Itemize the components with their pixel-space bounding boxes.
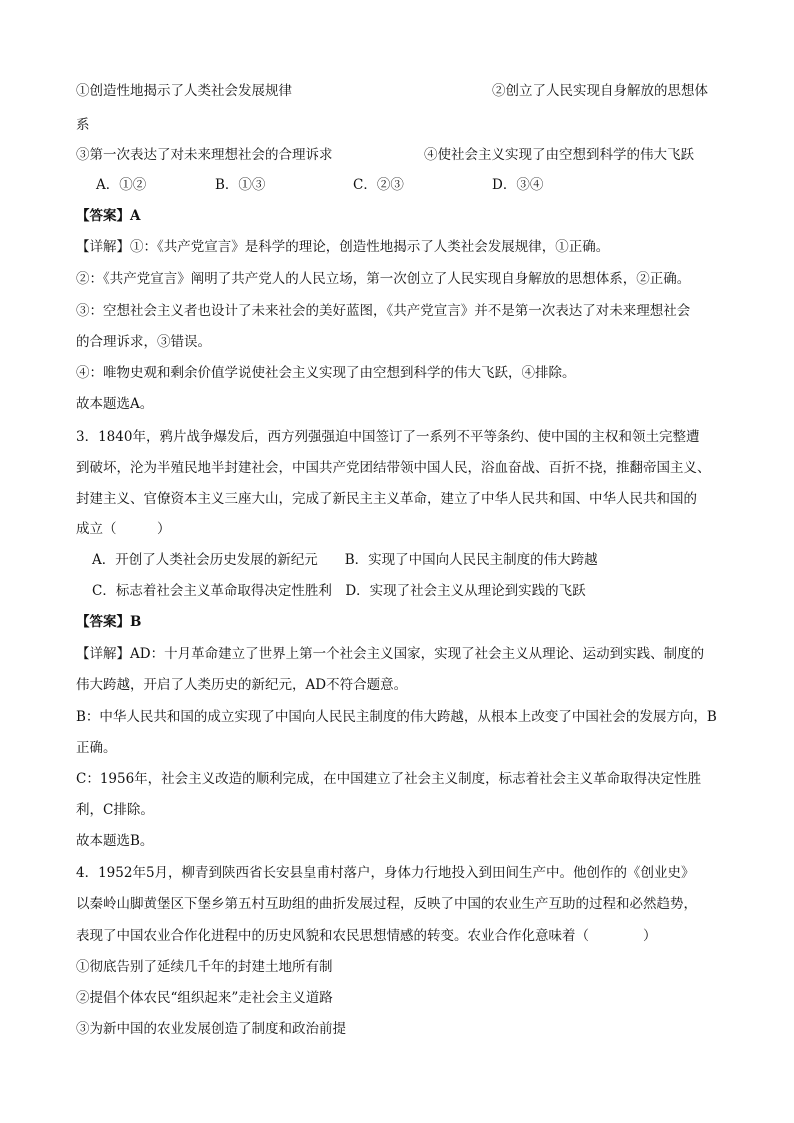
q4-option-3: ③为新中国的农业发展创造了制度和政治前提	[76, 1021, 346, 1037]
q4-stem-line: 以秦岭山脚黄堡区下堡乡第五村互助组的曲折发展过程，反映了中国的农业生产互助的过程和必然趋势，	[76, 896, 697, 912]
q3-detail-line: C：1956年，社会主义改造的顺利完成，在中国建立了社会主义制度，标志着社会主义革命取得决定性胜	[76, 771, 702, 787]
q2-detail-line: ②：《共产党宣言》阐明了共产党人的人民立场，第一次创立了人民实现自身解放的思想体系，②正确。	[76, 271, 691, 287]
q3-detail-line: 【详解】AD：十月革命建立了世界上第一个社会主义国家，实现了社会主义从理论、运动到实践、制度的	[76, 646, 705, 662]
q2-option-1: ①创造性地揭示了人类社会发展规律	[76, 83, 292, 99]
q2-choice-b: B．①③	[215, 177, 266, 193]
q3-choices-cd: C．标志着社会主义革命取得决定性胜利 D．实现了社会主义从理论到实践的飞跃	[92, 583, 586, 599]
q2-option-4: ④使社会主义实现了由空想到科学的伟大飞跃	[424, 147, 694, 163]
q3-detail-line: 伟大跨越，开启了人类历史的新纪元，AD不符合题意。	[76, 677, 408, 693]
q3-answer: 【答案】B	[76, 614, 142, 630]
q3-conclusion: 故本题选B。	[76, 833, 154, 849]
q2-detail-line: 的合理诉求，③错误。	[76, 334, 211, 350]
q2-detail-line: ③：空想社会主义者也设计了未来社会的美好蓝图，《共产党宣言》并不是第一次表达了对未来理想社会	[76, 303, 691, 319]
q2-choice-c: C．②③	[353, 177, 404, 193]
q2-detail-line: 【详解】①：《共产党宣言》是科学的理论，创造性地揭示了人类社会发展规律，①正确。	[76, 239, 610, 255]
q4-stem-line: 表现了中国农业合作化进程中的历史风貌和农民思想情感的转变。农业合作化意味着（ ）	[76, 928, 657, 944]
q2-option-2-continued: 系	[76, 117, 90, 133]
q3-stem-line: 封建主义、官僚资本主义三座大山，完成了新民主主义革命，建立了中华人民共和国、中华人民共和国的	[76, 491, 697, 507]
q4-option-1: ①彻底告别了延续几千年的封建土地所有制	[76, 959, 333, 975]
q3-choices-ab: A．开创了人类社会历史发展的新纪元 B．实现了中国向人民民主制度的伟大跨越	[92, 552, 598, 568]
q3-stem-line: 成立（ ）	[76, 521, 171, 537]
q2-choice-d: D．③④	[492, 177, 544, 193]
q4-stem-line: 4．1952年5月，柳青到陕西省长安县皇甫村落户，身体力行地投入到田间生产中。他创作的《创业史》	[76, 865, 695, 881]
q3-detail-line: 正确。	[76, 740, 117, 756]
q2-option-2: ②创立了人民实现自身解放的思想体	[492, 83, 708, 99]
q2-answer: 【答案】A	[76, 208, 141, 224]
q2-option-3: ③第一次表达了对未来理想社会的合理诉求	[76, 147, 333, 163]
q3-stem-line: 3．1840年，鸦片战争爆发后，西方列强强迫中国签订了一系列不平等条约、使中国的主权和领土完整遭	[76, 429, 700, 445]
q3-detail-line: 利，C排除。	[76, 802, 154, 818]
q4-option-2: ②提倡个体农民“组织起来”走社会主义道路	[76, 990, 333, 1006]
q2-detail-line: ④：唯物史观和剩余价值学说使社会主义实现了由空想到科学的伟大飞跃，④排除。	[76, 365, 576, 381]
q2-choice-a: A．①②	[96, 177, 147, 193]
q3-detail-line: B：中华人民共和国的成立实现了中国向人民民主制度的伟大跨越，从根本上改变了中国社会的发展方向，B	[76, 709, 717, 725]
q3-stem-line: 到破坏，沦为半殖民地半封建社会，中国共产党团结带领中国人民，浴血奋战、百折不挠，推翻帝国主义、	[76, 460, 711, 476]
q2-conclusion: 故本题选A。	[76, 396, 154, 412]
